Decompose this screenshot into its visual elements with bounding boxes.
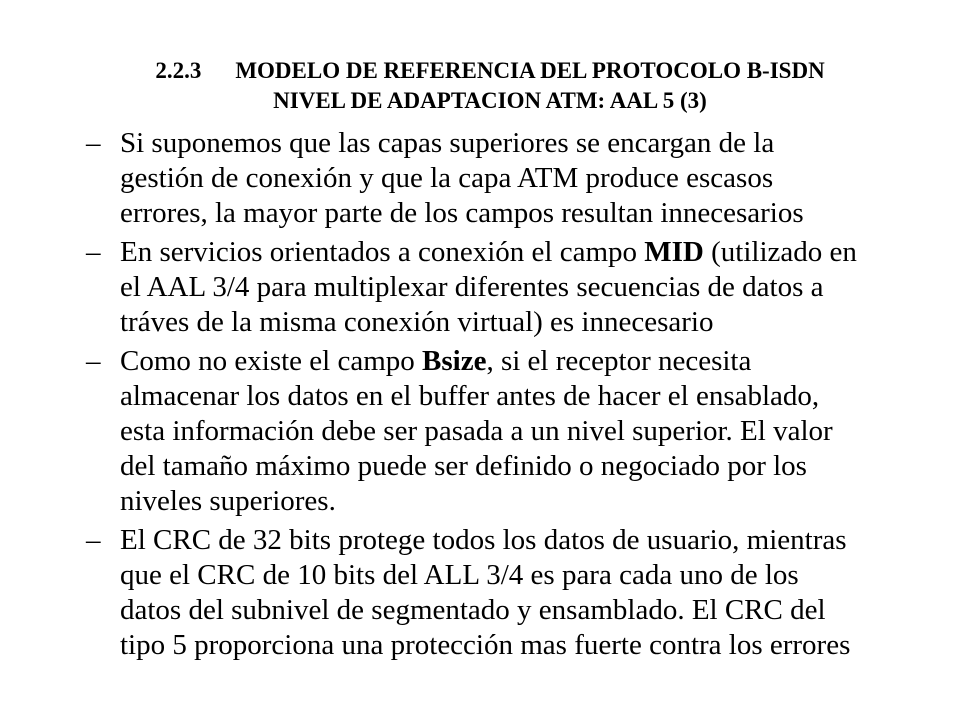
bullet-item-2 — [86, 235, 936, 340]
bullet-dash: – — [86, 524, 101, 556]
bullet-line: tráves de la misma conexión virtual) es innecesario — [120, 306, 714, 338]
bullet-list — [86, 126, 936, 667]
bullet-line — [120, 235, 936, 270]
text-segment: En servicios orientados a conexión el campo — [120, 236, 645, 268]
bullet-line: datos del subnivel de segmentado y ensamblado. El CRC del — [120, 594, 826, 626]
bullet-line — [120, 344, 936, 379]
bullet-item-4 — [86, 523, 936, 663]
bullet-line: El CRC de 32 bits protege todos los datos de usuario, mientras — [120, 524, 847, 556]
bullet-line: gestión de conexión y que la capa ATM produce escasos — [120, 162, 774, 194]
text-segment: (utilizado en — [703, 236, 857, 268]
bold-term-mid: MID — [644, 236, 704, 268]
bullet-line: que el CRC de 10 bits del ALL 3/4 es para cada uno de los — [120, 559, 799, 591]
bullet-line: el AAL 3/4 para multiplexar diferentes secuencias de datos a — [120, 271, 824, 303]
bullet-item-1 — [86, 126, 936, 231]
bold-term-bsize: Bsize — [422, 345, 487, 377]
bullet-dash: – — [86, 127, 101, 159]
bullet-item-3 — [86, 344, 936, 519]
bullet-line: del tamaño máximo puede ser definido o negociado por los — [120, 450, 807, 482]
title-line-1 — [60, 56, 920, 86]
title-line-2: NIVEL DE ADAPTACION ATM: AAL 5 (3) — [273, 88, 707, 113]
bullet-line: errores, la mayor parte de los campos resultan innecesarios — [120, 197, 804, 229]
bullet-dash: – — [86, 236, 101, 268]
title-text-1: MODELO DE REFERENCIA DEL PROTOCOLO B-ISDN — [235, 58, 825, 83]
bullet-line: tipo 5 proporciona una protección mas fuerte contra los errores — [120, 629, 851, 661]
section-number: 2.2.3 — [155, 58, 202, 83]
bullet-line: Si suponemos que las capas superiores se encargan de la — [120, 127, 775, 159]
bullet-dash: – — [86, 345, 101, 377]
bullet-line: almacenar los datos en el buffer antes de hacer el ensablado, — [120, 380, 820, 412]
text-segment: , si el receptor necesita — [486, 345, 752, 377]
text-segment: Como no existe el campo — [120, 345, 423, 377]
bullet-line: niveles superiores. — [120, 485, 336, 517]
slide-title — [60, 56, 920, 116]
bullet-line: esta información debe ser pasada a un nivel superior. El valor — [120, 415, 833, 447]
